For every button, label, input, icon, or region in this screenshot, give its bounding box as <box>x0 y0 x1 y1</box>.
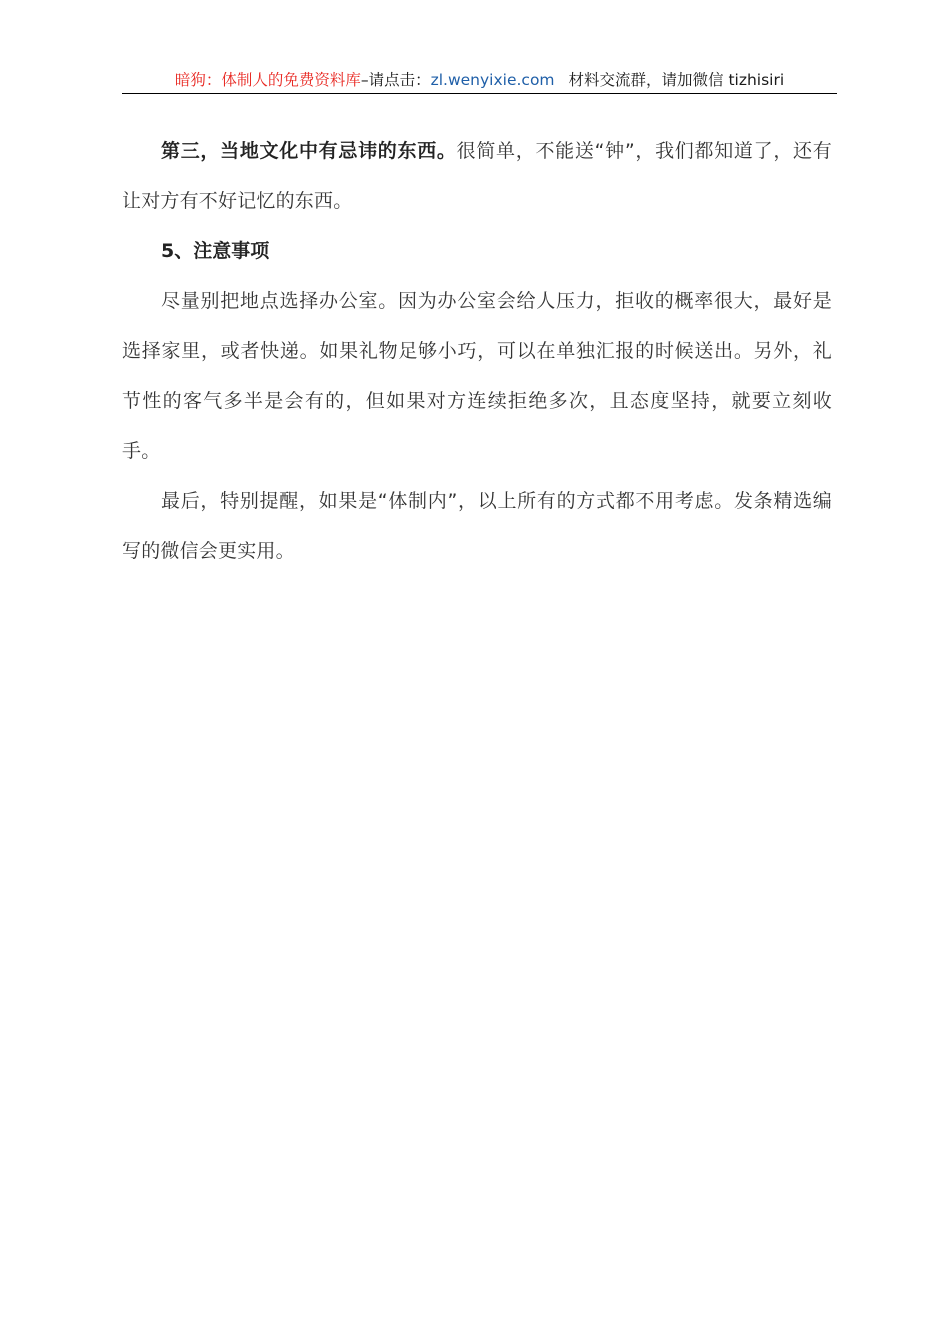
header-prompt: –请点击： <box>360 71 431 89</box>
header-url-link[interactable]: zl.wenyixie.com <box>430 71 555 89</box>
paragraph-taboo <box>122 126 832 226</box>
paragraph-taboo-text: 很简单，不能送“钟”，我们都知道了，还有让对方有不好记忆的东西。 <box>122 140 832 212</box>
header-brand: 暗狗：体制人的免费资料库 <box>174 71 361 89</box>
page-header <box>122 68 837 94</box>
header-contact: 材料交流群，请加微信 tizhisiri <box>568 71 785 89</box>
section-heading: 5、注意事项 <box>161 240 270 262</box>
document-body <box>122 126 832 576</box>
paragraph-final: 最后，特别提醒，如果是“体制内”，以上所有的方式都不用考虑。发条精选编写的微信会更实用。 <box>122 490 832 562</box>
paragraph-taboo-lead: 第三，当地文化中有忌讳的东西。 <box>161 140 457 162</box>
paragraph-notes: 尽量别把地点选择办公室。因为办公室会给人压力，拒收的概率很大，最好是选择家里，或者快递。如果礼物足够小巧，可以在单独汇报的时候送出。另外，礼节性的客气多半是会有的，但如果对方连续拒绝多次，且态度坚持，就要立刻收手。 <box>122 290 832 462</box>
